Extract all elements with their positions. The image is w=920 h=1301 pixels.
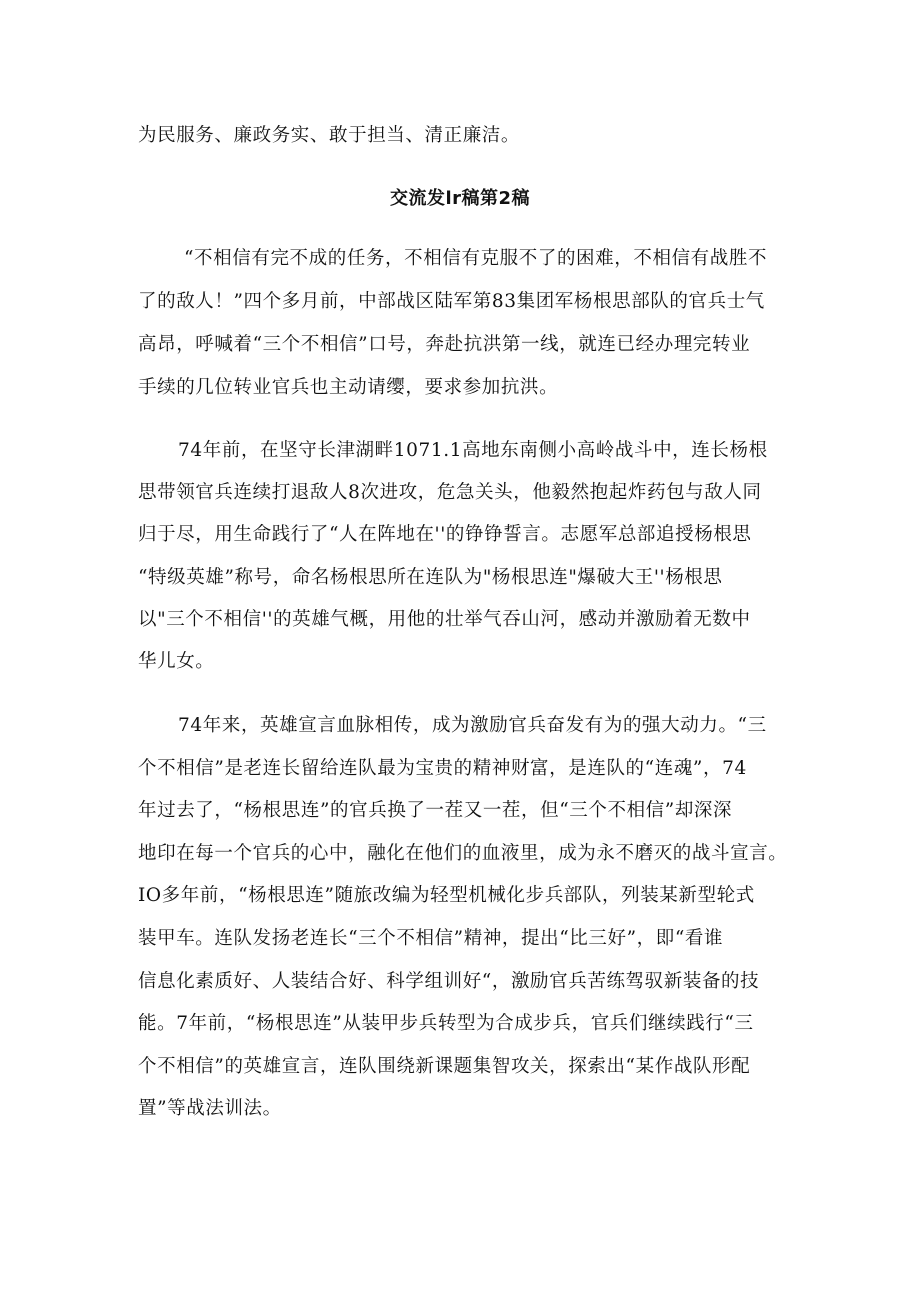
intro-line: 为民服务、廉政务实、敢于担当、清正廉洁。 [138,125,521,146]
paragraph-1-line-2: 了的敌人！”四个多月前，中部战区陆军第83集团军杨根思部队的官兵士气 [138,291,765,312]
paragraph-3-line-1: 74年来，英雄宣言血脉相传，成为激励官兵奋发有为的强大动力。“三 [178,715,767,736]
paragraph-3-line-3: 年过去了，“杨根思连”的官兵换了一茬又一茬，但“三个不相信”却深深 [138,800,733,821]
paragraph-2-line-5: 以"三个不相信''的英雄气概，用他的壮举气吞山河，感动并激励着无数中 [138,609,751,630]
paragraph-2-line-3: 归于尽，用生命践行了“人在阵地在''的铮铮誓言。志愿军总部追授杨根思 [138,524,752,545]
paragraph-3-line-7: 信息化素质好、人装结合好、科学组训好“，激励官兵苦练驾驭新装备的技 [138,971,760,992]
paragraph-3-line-9: 个不相信”的英雄宣言，连队围绕新课题集智攻关，探索出“某作战队形配 [138,1056,751,1077]
paragraph-2-line-2: 思带领官兵连续打退敌人8次进攻，危急关头，他毅然抱起炸药包与敌人同 [138,482,762,503]
paragraph-3-line-4: 地印在每一个官兵的心中，融化在他们的血液里，成为永不磨灭的战斗宣言。 [138,843,788,864]
paragraph-3-line-2: 个不相信”是老连长留给连队最为宝贵的精神财富，是连队的“连魂”，74 [138,758,747,779]
paragraph-3-line-5: IO多年前，“杨根思连”随旅改编为轻型机械化步兵部队，列装某新型轮式 [138,885,755,906]
paragraph-3-line-6: 装甲车。连队发扬老连长“三个不相信”精神，提出“比三好”，即“看谁 [138,928,724,949]
document-title: 交流发lr稿第2稿 [389,188,531,209]
paragraph-1-line-4: 手续的几位转业官兵也主动请缨，要求参加抗洪。 [138,377,559,398]
paragraph-3-line-10: 置”等战法训法。 [138,1098,282,1119]
paragraph-1-line-3: 高昂，呼喊着“三个不相信”口号，奔赴抗洪第一线，就连已经办理完转业 [138,334,751,355]
paragraph-2-line-1: 74年前，在坚守长津湖畔1071.1高地东南侧小高岭战斗中，连长杨根 [178,440,768,461]
paragraph-2-line-6: 华儿女。 [138,651,215,672]
paragraph-1-line-1: “不相信有完不成的任务，不相信有克服不了的困难，不相信有战胜不 [184,248,768,269]
paragraph-2-line-4: “特级英雄”称号，命名杨根思所在连队为"杨根思连"爆破大王''杨根思 [138,567,723,588]
paragraph-3-line-8: 能。7年前，“杨根思连”从装甲步兵转型为合成步兵，官兵们继续践行“三 [138,1013,754,1034]
